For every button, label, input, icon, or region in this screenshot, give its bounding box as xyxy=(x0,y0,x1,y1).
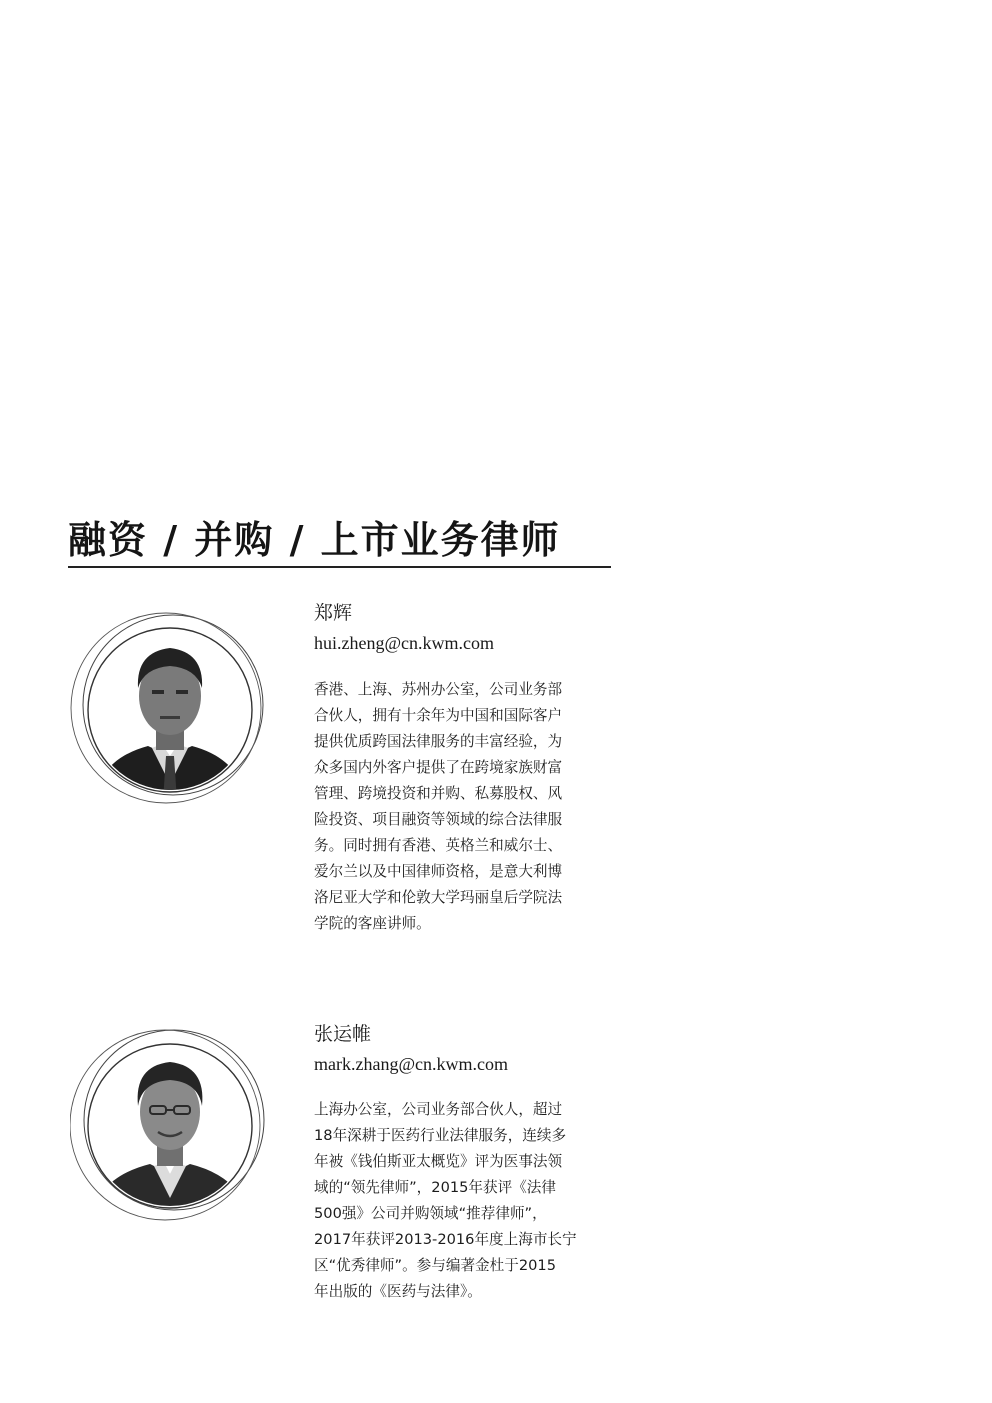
bio-line: 众多国内外客户提供了在跨境家族财富 xyxy=(314,759,563,776)
bio-line: 18年深耕于医药行业法律服务，连续多 xyxy=(314,1127,567,1144)
bio-line: 学院的客座讲师。 xyxy=(314,915,431,932)
bio-line: 务。同时拥有香港、英格兰和威尔士、 xyxy=(314,837,563,854)
bio-line: 香港、上海、苏州办公室，公司业务部 xyxy=(314,681,563,698)
title-divider xyxy=(68,566,611,568)
bio-line: 上海办公室，公司业务部合伙人，超过 xyxy=(314,1101,563,1118)
lawyer-email-link[interactable]: hui.zheng@cn.kwm.com xyxy=(314,633,495,653)
bio-line: 年出版的《医药与法律》。 xyxy=(314,1283,482,1300)
lawyer-bio xyxy=(314,1097,616,1305)
bio-line: 合伙人，拥有十余年为中国和国际客户 xyxy=(314,707,563,724)
lawyer-name: 张运帷 xyxy=(314,1023,372,1045)
bio-line: 提供优质跨国法律服务的丰富经验，为 xyxy=(314,733,563,750)
bio-line: 洛尼亚大学和伦敦大学玛丽皇后学院法 xyxy=(314,889,563,906)
bio-line: 区“优秀律师”。参与编著金杜于2015 xyxy=(314,1257,556,1274)
bio-line: 2017年获评2013-2016年度上海市长宁 xyxy=(314,1231,577,1248)
bio-line: 管理、跨境投资和并购、私募股权、风 xyxy=(314,785,563,802)
portrait-photo xyxy=(70,606,270,806)
bio-line: 域的“领先律师”，2015年获评《法律 xyxy=(314,1179,556,1196)
lawyer-email-link[interactable]: mark.zhang@cn.kwm.com xyxy=(314,1054,509,1074)
portrait-photo xyxy=(70,1022,270,1222)
lawyer-name: 郑辉 xyxy=(314,602,353,624)
bio-line: 500强》公司并购领域“推荐律师”， xyxy=(314,1205,547,1222)
bio-line: 爱尔兰以及中国律师资格，是意大利博 xyxy=(314,863,563,880)
bio-line: 险投资、项目融资等领域的综合法律服 xyxy=(314,811,563,828)
section-title: 融资 / 并购 / 上市业务律师 xyxy=(68,518,561,562)
lawyer-portrait xyxy=(70,1022,270,1222)
bio-line: 年被《钱伯斯亚太概览》评为医事法领 xyxy=(314,1153,563,1170)
lawyer-portrait xyxy=(70,606,270,806)
lawyer-bio xyxy=(314,677,616,937)
